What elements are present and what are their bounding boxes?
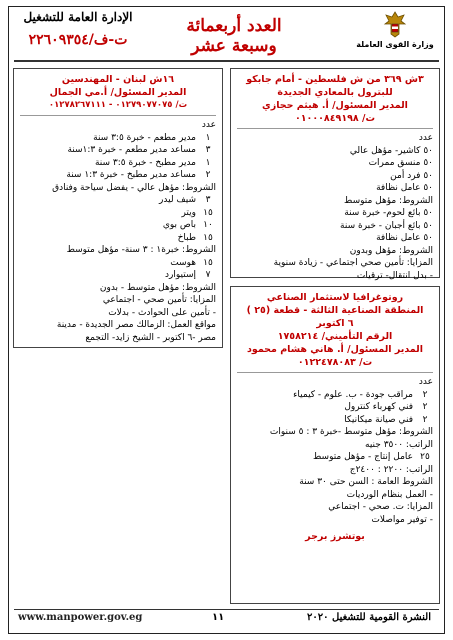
list-item: ٢٥ عامل إنتاج - مؤهل متوسط [312,452,430,462]
list-item: ٥٠ كاشير- مؤهل عالي [349,145,433,156]
listing-phone: ت/ ٠١٢٧٩٠٧٧٠٧٥ - ٠١٢٧٨٢٦٧١١١ [48,100,188,110]
list-item: ١٥ ويتر [181,207,213,218]
listing-address: المنطقة الصناعية الثالثة - قطعة (٢٥ ) [246,305,424,316]
divider [237,372,433,373]
count-label: عدد [418,377,433,387]
list-item: ٢ فني كهرباء كنترول [344,402,428,412]
list-item: - بدل انتقال- ترقيات [356,270,433,281]
list-item: المزايا: تأمين صحي - اجتماعي [102,295,216,305]
count-label: عدد [201,120,216,130]
list-item: ٧ إستيوارد [165,270,211,280]
list-item: ٢ فني صيانة ميكانيكا [344,414,428,425]
listing-address-2: للبترول بالمعادي الجديدة [277,87,393,98]
eagle-emblem-icon [382,10,408,38]
header-divider [14,60,439,62]
list-item: ١٥ هوست [170,257,213,268]
website-link[interactable]: www.manpower.gov.eg [18,612,143,623]
job-listing-october [230,286,440,604]
list-item: ١٠ باص بوي [162,220,213,230]
count-label: عدد [418,133,433,143]
list-item: الشروط: مؤهل متوسط [344,195,433,206]
list-item: الشروط العامة : السن حتى ٣٠ سنة [299,477,433,487]
list-item: ٥٠ عامل نظافة [376,183,433,193]
divider [20,115,216,116]
job-listing-maadi [230,68,440,281]
listing-manager: المدير المسئول/ أ. هاني هشام محمود [246,344,423,355]
list-item: - توفير مواصلات [371,514,433,525]
listing-phone: ت/ ٠١٠٠٠٨٤٩١٩٨ [294,113,376,124]
publication-name: النشرة القومية للتشغيل ٢٠٢٠ [307,612,431,623]
list-item: الشروط: مؤهل متوسط - بدون [99,282,216,293]
list-item: المزايا: ت. صحي - اجتماعي [328,502,433,512]
list-item: - تأمين على الحوادث - بدلات [108,307,216,318]
listing-address: ٣ش ٣٦٩ من ش فلسطين - أمام جابكو [246,74,424,85]
list-item: ٥٠ بائع لحوم- خبرة سنة [344,208,433,218]
ministry-name: وزارة القوى العاملة [356,40,434,49]
list-item: ١ مدير مطبخ - خبرة ٣:٥ سنة [94,157,211,168]
list-item: ١ مدير مطعم - خبرة ٣:٥ سنة [93,132,211,143]
listing-manager: المدير المسئول/ أ.مي الجمال [49,87,187,98]
listing-phone: ت/ ٠١٢٢٤٧٨٠٨٣ [297,357,373,368]
list-item: الشروط: مؤهل متوسط -خبرة ٣ : ٥ سنوات [269,427,433,437]
listing-city: ٦ اكتوبر [316,318,354,329]
list-item: ٣ مساعد مدير مطعم - خبرة ١:٣سنة [67,145,211,155]
list-item: ٥٠ بائع أجبان - خبرة سنة [340,220,433,231]
list-item: ٢ مساعد مدير مطبخ - خبرة ١:٣ سنة [66,170,211,180]
list-item: ٥٠ عامل نظافة [376,233,433,243]
brand-name: بوتشرز برجر [305,531,365,542]
list-item: الشروط: مؤهل عالي - يفضل سياحة وفنادق [52,182,216,193]
listing-manager: المدير المسئول/ أ. هيثم حجازي [262,100,408,111]
list-item: مصر -٦ اكتوبر - الشيخ زايد- التجمع [85,332,216,343]
list-item: مواقع العمل: الزمالك مصر الجديدة - مدينة [56,320,216,330]
list-item: ١٥ طباخ [177,232,213,243]
list-item: الراتب: ٣٥٠٠ جنيه [365,439,433,450]
department-name: الإدارة العامة للتشغيل [23,10,133,24]
list-item: ٣ شيف ليدر [159,195,211,205]
page-number: ١١ [212,612,225,623]
list-item: ٢ مراقب جودة - ب. علوم - كيمياء [293,389,428,400]
ministry-block [355,10,435,49]
issue-title: العدد أربعمائة وسبعة عشر [186,16,282,56]
list-item: الشروط: مؤهل وبدون [349,245,433,256]
divider [237,128,433,129]
list-item: الشروط: خبرة١ : ٣ سنة- مؤهل متوسط [66,245,216,255]
page-header [14,10,439,60]
footer-divider [14,609,439,610]
list-item: ٥٠ فرد أمن [390,170,433,181]
listing-company: روتوغرافيا لاستثمار الصناعي [266,292,404,303]
department-phone: ت-ف/٢٢٦٠٩٣٥٤ [28,32,128,48]
listing-insurance-number: الرقم التأميني/ ١٧٥٨٢١٤ [277,331,393,342]
list-item: الراتب: ٢٢٠٠ : ٢٤٠٠ج [349,464,433,475]
job-listing-mohandessin [13,68,223,348]
list-item: المزايا: تأمين صحي اجتماعي - زيادة سنوية [273,258,433,268]
listing-address: ١٦ش لبنان - المهندسين [61,74,175,85]
list-item: ٥٠ منسق ممرات [368,158,433,168]
list-item: - العمل بنظام الورديات [346,489,433,500]
